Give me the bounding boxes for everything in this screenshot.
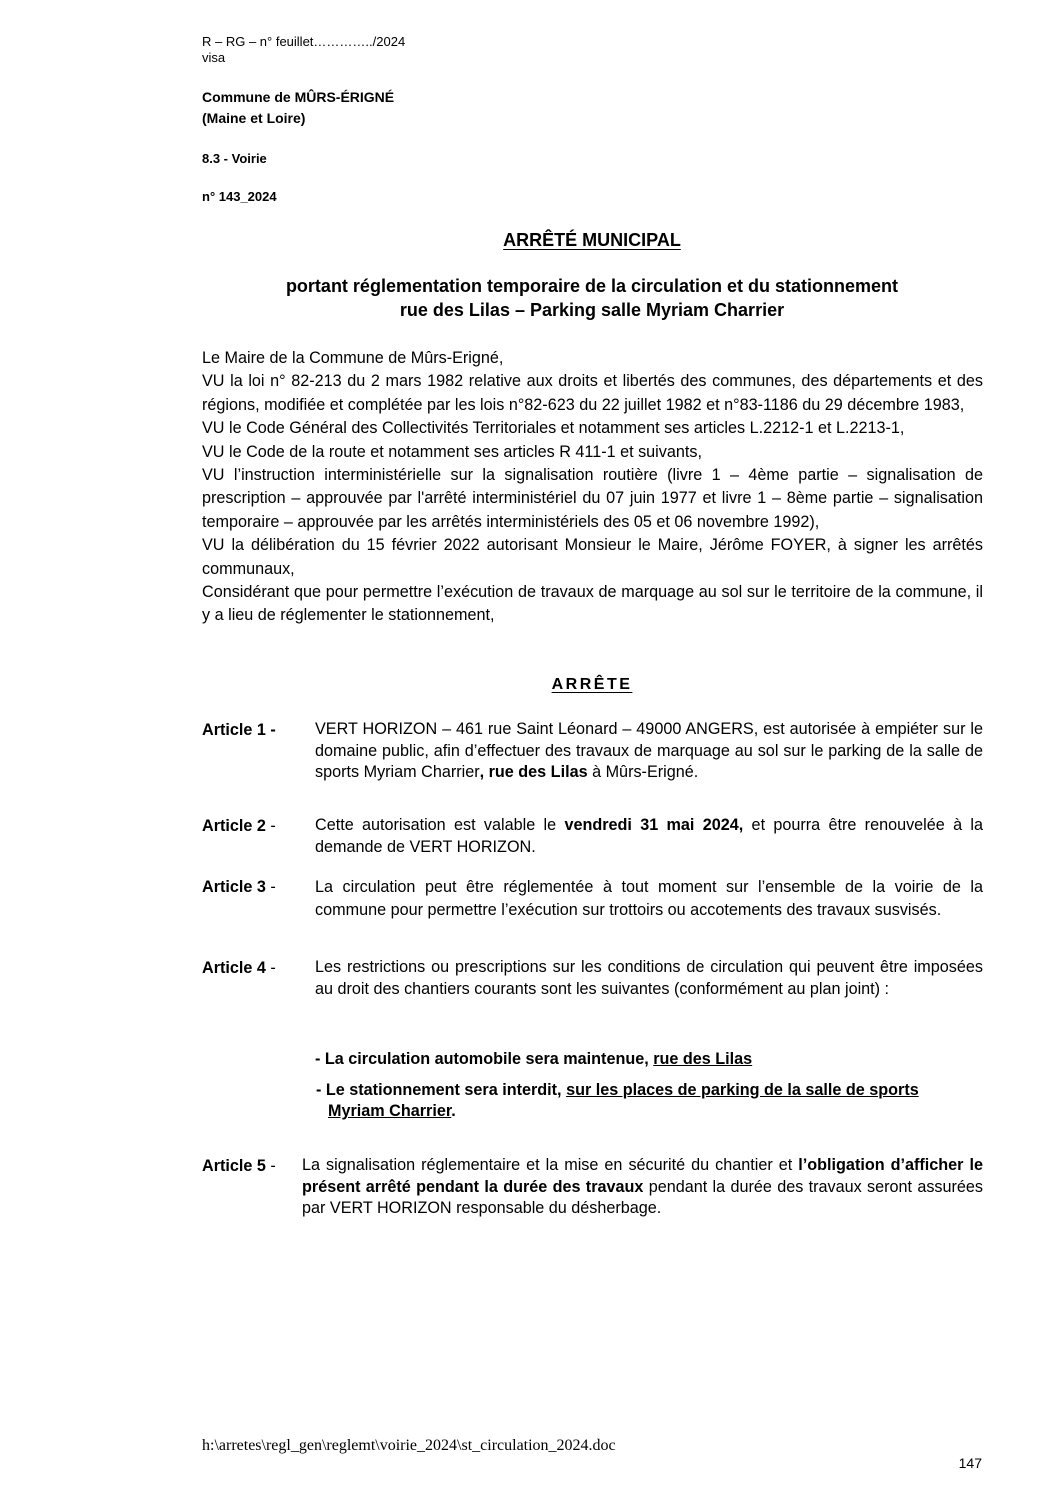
preamble-line: VU la loi n° 82-213 du 2 mars 1982 relative aux droits et libertés des communes, des départements et des régions, modifiée et complétée par les lois n°82-623 du 22 juillet 1982 et n°83-1186 du 29 décembre 1983, [202,372,983,414]
preamble-line: VU la délibération du 15 février 2022 autorisant Monsieur le Maire, Jérôme FOYER, à signer les arrêtés communaux, [202,536,983,578]
article-4-bullet-2-continued: Myriam Charrier. [328,1102,456,1120]
article-3-text: La circulation peut être réglementée à tout moment sur l’ensemble de la voirie de la commune pour permettre l’exécution sur trottoirs ou accotements des travaux susvisés. [315,878,983,919]
preamble-line: Le Maire de la Commune de Mûrs-Erigné, [202,349,504,367]
preamble-line: Considérant que pour permettre l’exécution de travaux de marquage au sol sur le territoire de la commune, il y a lieu de réglementer le stationnement, [202,583,983,625]
preamble [202,347,983,628]
article-2-label: Article 2 - [202,817,276,835]
article-5-label: Article 5 - [202,1157,276,1175]
article-5-text: La signalisation réglementaire et la mise en sécurité du chantier et l’obligation d’afficher le présent arrêté pendant la durée des travaux pendant la durée des travaux seront assurées par VERT HORIZON responsable du désherbage. [302,1156,984,1217]
article-3-label: Article 3 - [202,878,276,896]
article-4-text: Les restrictions ou prescriptions sur les conditions de circulation qui peuvent être imposées au droit des chantiers courants sont les suivantes (conformément au plan joint) : [315,958,983,998]
preamble-line: VU l’instruction interministérielle sur la signalisation routière (livre 1 – 4ème partie – signalisation de prescription – approuvée par l'arrêté interministériel du 07 juin 1977 et livre 1 – 8ème partie – signalisation temporaire – approuvée par les arrêtés interministériels des 05 et 06 novembre 1992), [202,466,983,531]
document-title: ARRÊTÉ MUNICIPAL [503,230,681,250]
category-label: 8.3 - Voirie [202,151,267,166]
subtitle-line-1: portant réglementation temporaire de la circulation et du stationnement [285,276,899,296]
page-number: 147 [958,1455,982,1471]
article-2-text: Cette autorisation est valable le vendredi 31 mai 2024, et pourra être renouvelée à la demande de VERT HORIZON. [315,816,984,856]
article-1-label: Article 1 - [202,721,276,739]
article-1-text: VERT HORIZON – 461 rue Saint Léonard – 49000 ANGERS, est autorisée à empiéter sur le domaine public, afin d’effectuer des travaux de marquage au sol sur le parking de la salle de sports Myriam Charrier, rue des Lilas à Mûrs-Erigné. [315,720,983,781]
department-name: (Maine et Loire) [202,110,306,126]
reference-line: R – RG – n° feuillet…………../2024 [202,34,406,49]
preamble-line: VU le Code Général des Collectivités Territoriales et notamment ses articles L.2212-1 et L.2213-1, [202,419,905,438]
article-4-label: Article 4 - [202,959,276,977]
commune-name: Commune de MÛRS-ÉRIGNÉ [202,89,395,105]
preamble-line: VU le Code de la route et notamment ses articles R 411-1 et suivants, [202,442,702,461]
arrete-heading: ARRÊTE [551,676,633,693]
subtitle-line-2: rue des Lilas – Parking salle Myriam Charrier [399,300,785,320]
article-4-bullet-1: - La circulation automobile sera maintenue, rue des Lilas [315,1050,753,1068]
article-4-bullet-2: - Le stationnement sera interdit, sur les places de parking de la salle de sports [316,1081,919,1099]
visa-label: visa [202,50,226,65]
arrete-number: n° 143_2024 [202,189,277,204]
file-path: h:\arretes\regl_gen\reglemt\voirie_2024\st_circulation_2024.doc [202,1437,616,1454]
